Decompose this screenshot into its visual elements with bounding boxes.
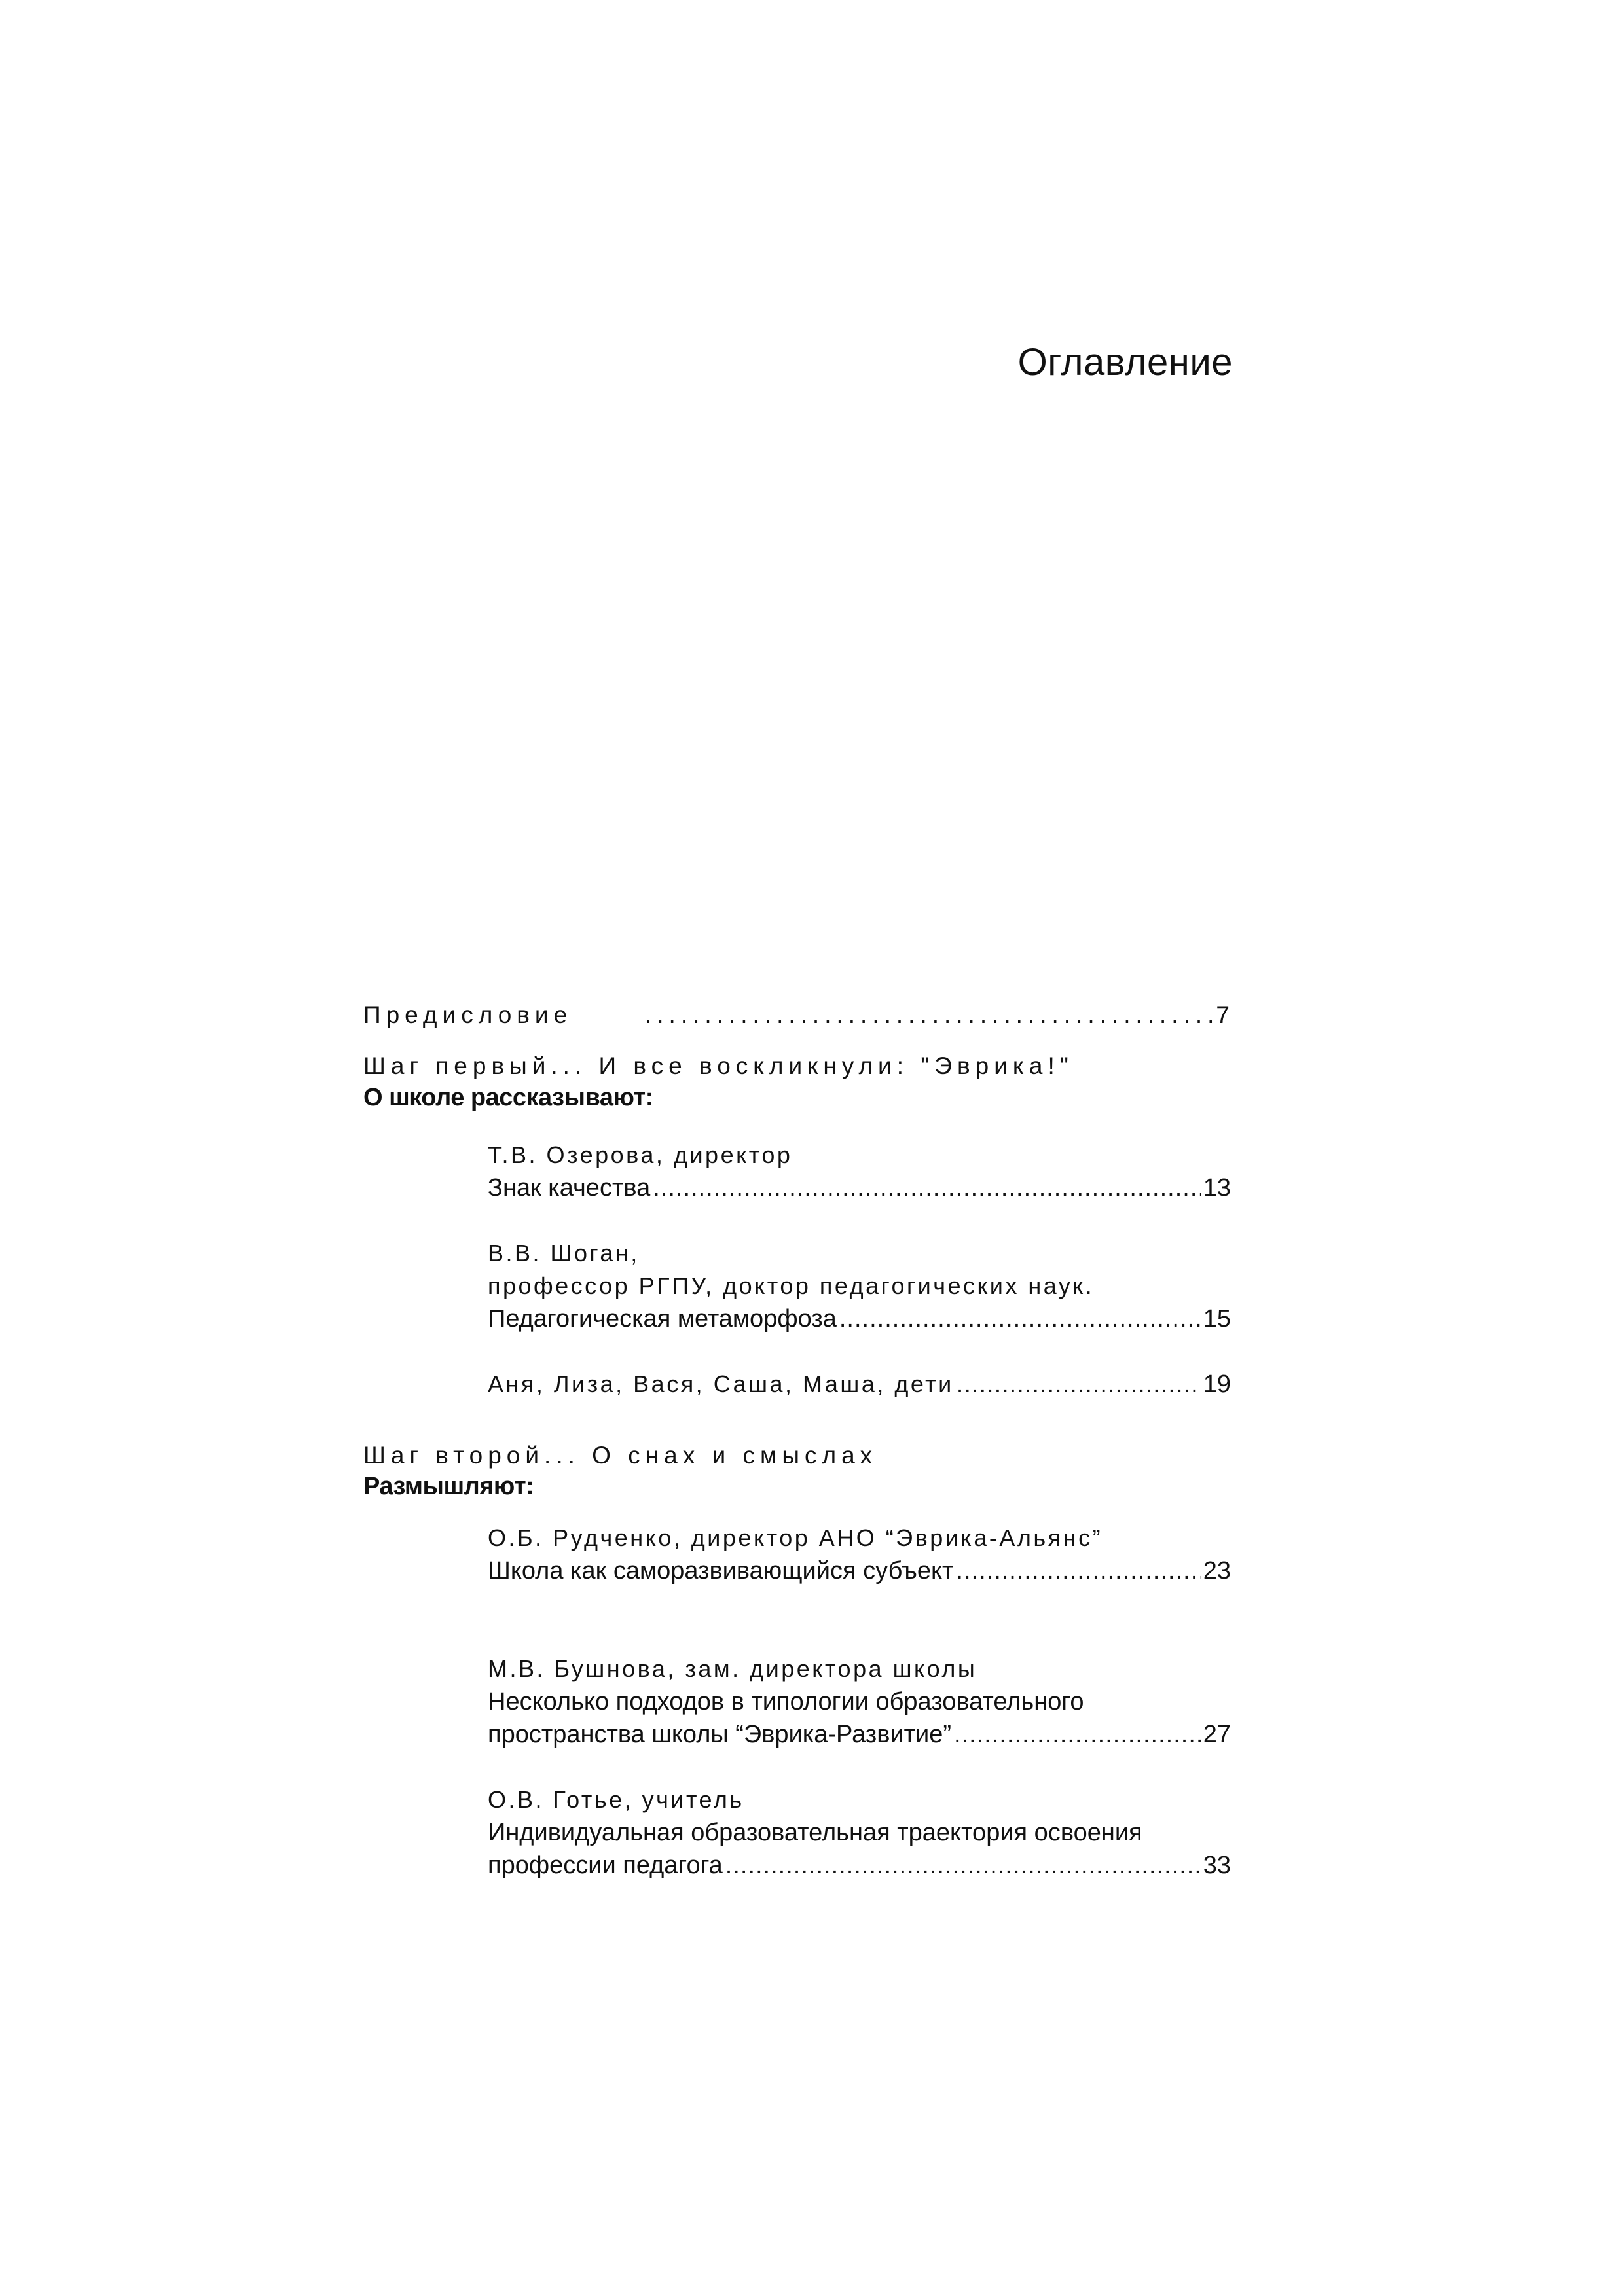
- entry-title: Знак качества: [488, 1174, 651, 1202]
- toc-page-number: 15: [1203, 1305, 1231, 1333]
- entry-title: профессии педагога: [488, 1852, 723, 1879]
- section-heading-step2: Шаг второй... О снах и смыслах: [363, 1442, 878, 1469]
- entry-title: Аня, Лиза, Вася, Саша, Маша, дети: [488, 1371, 954, 1397]
- toc-page-number: 7: [1216, 1001, 1231, 1028]
- dot-leader: [957, 1368, 1201, 1401]
- toc-entry[interactable]: [488, 1522, 1231, 1587]
- toc-entry[interactable]: [488, 1784, 1231, 1882]
- section-subheading-step2: Размышляют:: [363, 1473, 534, 1500]
- entry-author: М.В. Бушнова, зам. директора школы: [488, 1655, 977, 1682]
- toc-entry[interactable]: [488, 1368, 1231, 1401]
- dot-leader: [954, 1718, 1201, 1751]
- entry-title: Педагогическая метаморфоза: [488, 1305, 837, 1333]
- toc-page-number: 23: [1203, 1557, 1231, 1585]
- entry-title: пространства школы “Эврика-Развитие”: [488, 1721, 952, 1748]
- toc-page-number: 13: [1203, 1174, 1231, 1202]
- dot-leader: [725, 1849, 1201, 1882]
- entry-title: Школа как саморазвивающийся субъект: [488, 1557, 954, 1585]
- entry-author: О.Б. Рудченко, директор АНО “Эврика-Альянс”: [488, 1524, 1103, 1551]
- entry-author-credentials: профессор РГПУ, доктор педагогических наук.: [488, 1272, 1095, 1299]
- toc-entry[interactable]: [488, 1237, 1231, 1335]
- toc-page-number: 33: [1203, 1852, 1231, 1879]
- entry-author: Т.В. Озерова, директор: [488, 1141, 793, 1168]
- entry-author: О.В. Готье, учитель: [488, 1786, 744, 1813]
- dot-leader: [645, 1001, 1216, 1029]
- toc-entry-label: Предисловие: [363, 1001, 573, 1028]
- toc-entry-preface[interactable]: [363, 1001, 1231, 1029]
- entry-title-line1: Несколько подходов в типологии образовательного: [488, 1688, 1084, 1715]
- toc-entry[interactable]: [488, 1139, 1231, 1204]
- toc-page-number: 27: [1203, 1721, 1231, 1748]
- entry-author: В.В. Шоган,: [488, 1240, 640, 1266]
- dot-leader: [956, 1554, 1200, 1587]
- section-subheading-step1: О школе рассказывают:: [363, 1084, 653, 1111]
- page-title: Оглавление: [1017, 341, 1233, 384]
- section-heading-step1: Шаг первый... И все воскликнули: "Эврика!": [363, 1052, 1074, 1079]
- dot-leader: [653, 1172, 1200, 1204]
- dot-leader: [839, 1302, 1201, 1335]
- toc-entry[interactable]: [488, 1653, 1231, 1751]
- toc-page-number: 19: [1203, 1371, 1231, 1398]
- entry-title-line1: Индивидуальная образовательная траектория освоения: [488, 1819, 1142, 1846]
